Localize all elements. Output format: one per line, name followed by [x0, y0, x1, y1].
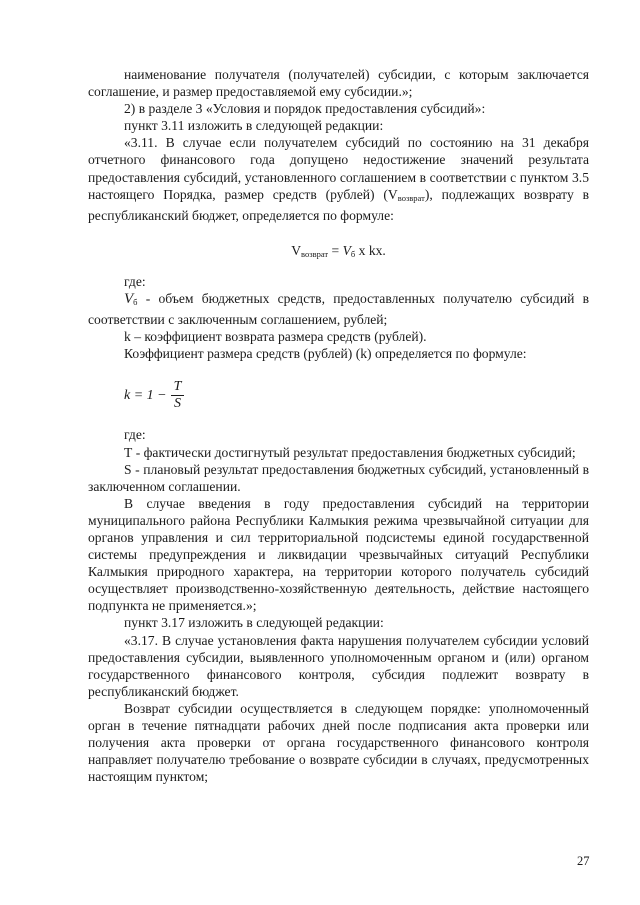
paragraph-recipient-name: наименование получателя (получателей) субсидии, с которым заключается соглашение, и размер предоставляемой ему субсидии.»;: [88, 67, 589, 100]
paragraph-point-3-11-intro: пункт 3.11 изложить в следующей редакции:: [124, 118, 384, 134]
formula-return-amount: [88, 242, 589, 263]
p311-text-a: «3.11. В случае если получателем субсидий по состоянию на 31 декабря отчетного финансового года допущено недостижение значений результата предоставления субсидий, установленного соглашением в соответствии с пунктом 3.5 настоящего Порядка, размер средств (рублей) (V: [88, 135, 589, 202]
formula-vb-sub: б: [350, 248, 356, 259]
paragraph-return-procedure: Возврат субсидии осуществляется в следующем порядке: уполномоченный орган в течение пятнадцати рабочих дней после подписания акта проверки или получения акта проверки от органа государственного финансового контроля направляет получателю требование о возврате субсидии в случаях, предусмотренных настоящим пунктом;: [88, 700, 589, 785]
paragraph-point-3-17: «3.17. В случае установления факта нарушения получателем субсидии условий предоставления субсидии, выявленного уполномоченным органом и (или) органом государственного финансового контроля, субсидия подлежит возврату в республиканский бюджет.: [88, 632, 589, 699]
document-body: [88, 66, 589, 785]
formula-rest: x kx.: [355, 242, 386, 258]
paragraph-where-1: где:: [124, 273, 146, 289]
paragraph-where-2: где:: [124, 427, 146, 443]
paragraph-point-3-17-intro: пункт 3.17 изложить в следующей редакции:: [124, 615, 384, 631]
formula-k: [124, 372, 589, 418]
paragraph-section-3: 2) в разделе 3 «Условия и порядок предоставления субсидий»:: [124, 101, 486, 117]
formula-v: V: [291, 242, 302, 258]
vb-symbol-sub: б: [133, 297, 138, 308]
formula-k-lhs: k = 1 −: [124, 387, 167, 403]
vb-symbol: V: [124, 291, 134, 308]
formula-k-denominator: S: [174, 395, 181, 411]
vb-description-text: - объем бюджетных средств, предоставленных получателю субсидий в соответствии с заключенным соглашением, рублей;: [88, 291, 589, 328]
formula-eq: =: [328, 242, 343, 258]
p311-text-b: ), подлежащих возврату в республиканский бюджет, определяется по формуле:: [88, 186, 589, 223]
formula-k-numerator: T: [171, 379, 185, 396]
paragraph-k-description: k – коэффициент возврата размера средств (рублей).: [124, 329, 427, 345]
page-number: 27: [577, 854, 590, 868]
formula-v-sub: возврат: [301, 248, 329, 259]
paragraph-s-description: S - плановый результат предоставления бюджетных субсидий, установленный в заключенном соглашении.: [88, 461, 589, 494]
paragraph-t-description: Т - фактически достигнутый результат предоставления бюджетных субсидий;: [124, 444, 576, 460]
paragraph-emergency: В случае введения в году предоставления субсидий на территории муниципального района Республики Калмыкия режима чрезвычайной ситуации для органов управления и сил территориальной подсистемы единой государственной системы предупреждения и ликвидации чрезвычайных ситуаций Республики Калмыкия природного характера, на территории которого получатель субсидий осуществляет производственно-хозяйственную деятельность, действие настоящего подпункта не применяется.»;: [88, 495, 589, 614]
paragraph-k-formula-intro: Коэффициент размера средств (рублей) (k) определяется по формуле:: [124, 346, 527, 362]
formula-k-fraction: [171, 379, 185, 412]
paragraph-point-3-11: [88, 134, 589, 223]
p311-sub: возврат: [397, 192, 425, 203]
formula-vb: V: [342, 242, 351, 258]
paragraph-vb-description: [88, 290, 589, 328]
